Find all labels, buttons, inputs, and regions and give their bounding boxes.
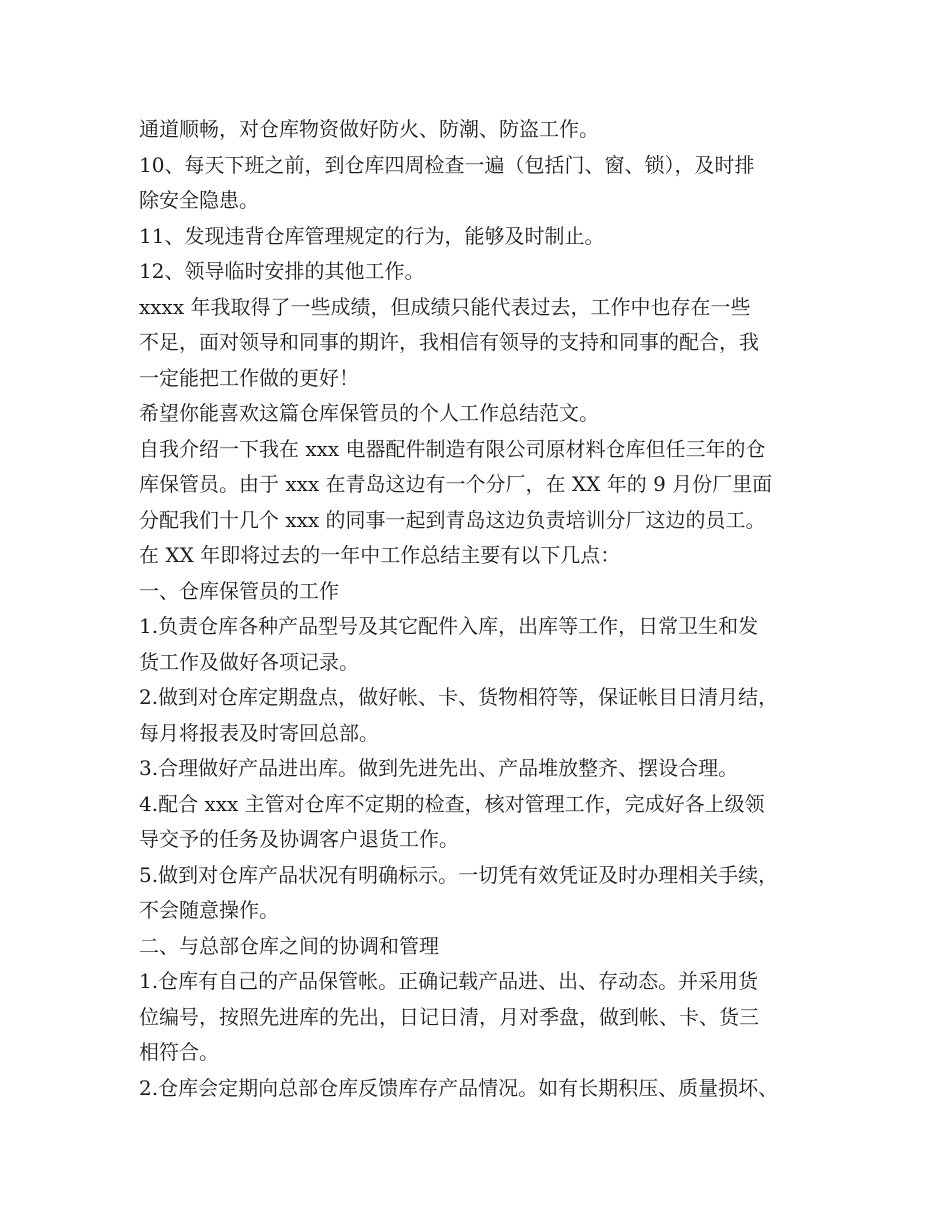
text-line: 货工作及做好各项记录。 <box>139 649 359 674</box>
text-line: 5.做到对仓库产品状况有明确标示。一切凭有效凭证及时办理相关手续， <box>139 862 779 887</box>
text-line: 1.仓库有自己的产品保管帐。正确记载产品进、出、存动态。并采用货 <box>139 969 759 993</box>
text-line: 除安全隐患。 <box>139 188 259 212</box>
section-heading: 一、仓库保管员的工作 <box>139 578 339 603</box>
text-line: 不会随意操作。 <box>139 898 279 922</box>
text-line: 11、发现违背仓库管理规定的行为，能够及时制止。 <box>139 223 605 248</box>
text-line: 4.配合 xxx 主管对仓库不定期的检查，核对管理工作，完成好各上级领 <box>139 791 765 816</box>
text-line: 2.做到对仓库定期盘点，做好帐、卡、货物相符等，保证帐目日清月结， <box>139 685 779 709</box>
text-line: 希望你能喜欢这篇仓库保管员的个人工作总结范文。 <box>139 401 599 425</box>
text-line: 1.负责仓库各种产品型号及其它配件入库，出库等工作，日常卫生和发 <box>139 614 759 638</box>
text-line: 分配我们十几个 xxx 的同事一起到青岛这边负责培训分厂这边的员工。 <box>139 507 766 532</box>
text-line: 每月将报表及时寄回总部。 <box>139 720 379 745</box>
text-line: 位编号，按照先进库的先出，日记日清，月对季盘，做到帐、卡、货三 <box>139 1004 759 1029</box>
text-line: 通道顺畅，对仓库物资做好防火、防潮、防盗工作。 <box>139 117 599 141</box>
text-line: 2.仓库会定期向总部仓库反馈库存产品情况。如有长期积压、质量损坏、 <box>139 1075 779 1100</box>
text-line: 10、每天下班之前，到仓库四周检查一遍（包括门、窗、锁），及时排 <box>139 152 755 177</box>
text-line: 12、领导临时安排的其他工作。 <box>139 259 425 283</box>
text-line: 一定能把工作做的更好！ <box>139 365 359 390</box>
text-line: xxxx 年我取得了一些成绩，但成绩只能代表过去，工作中也存在一些 <box>139 294 751 319</box>
section-heading: 二、与总部仓库之间的协调和管理 <box>139 933 439 958</box>
text-line: 导交予的任务及协调客户退货工作。 <box>139 827 459 851</box>
text-line: 3.合理做好产品进出库。做到先进先出、产品堆放整齐、摆设合理。 <box>139 756 739 780</box>
text-line: 库保管员。由于 xxx 在青岛这边有一个分厂，在 XX 年的 9 月份厂里面 <box>139 472 773 496</box>
document-body <box>139 112 819 1106</box>
text-line: 不足，面对领导和同事的期许，我相信有领导的支持和同事的配合，我 <box>139 330 759 354</box>
text-line: 自我介绍一下我在 xxx 电器配件制造有限公司原材料仓库但任三年的仓 <box>139 436 766 461</box>
text-line: 在 XX 年即将过去的一年中工作总结主要有以下几点： <box>139 543 621 567</box>
text-line: 相符合。 <box>139 1040 219 1064</box>
